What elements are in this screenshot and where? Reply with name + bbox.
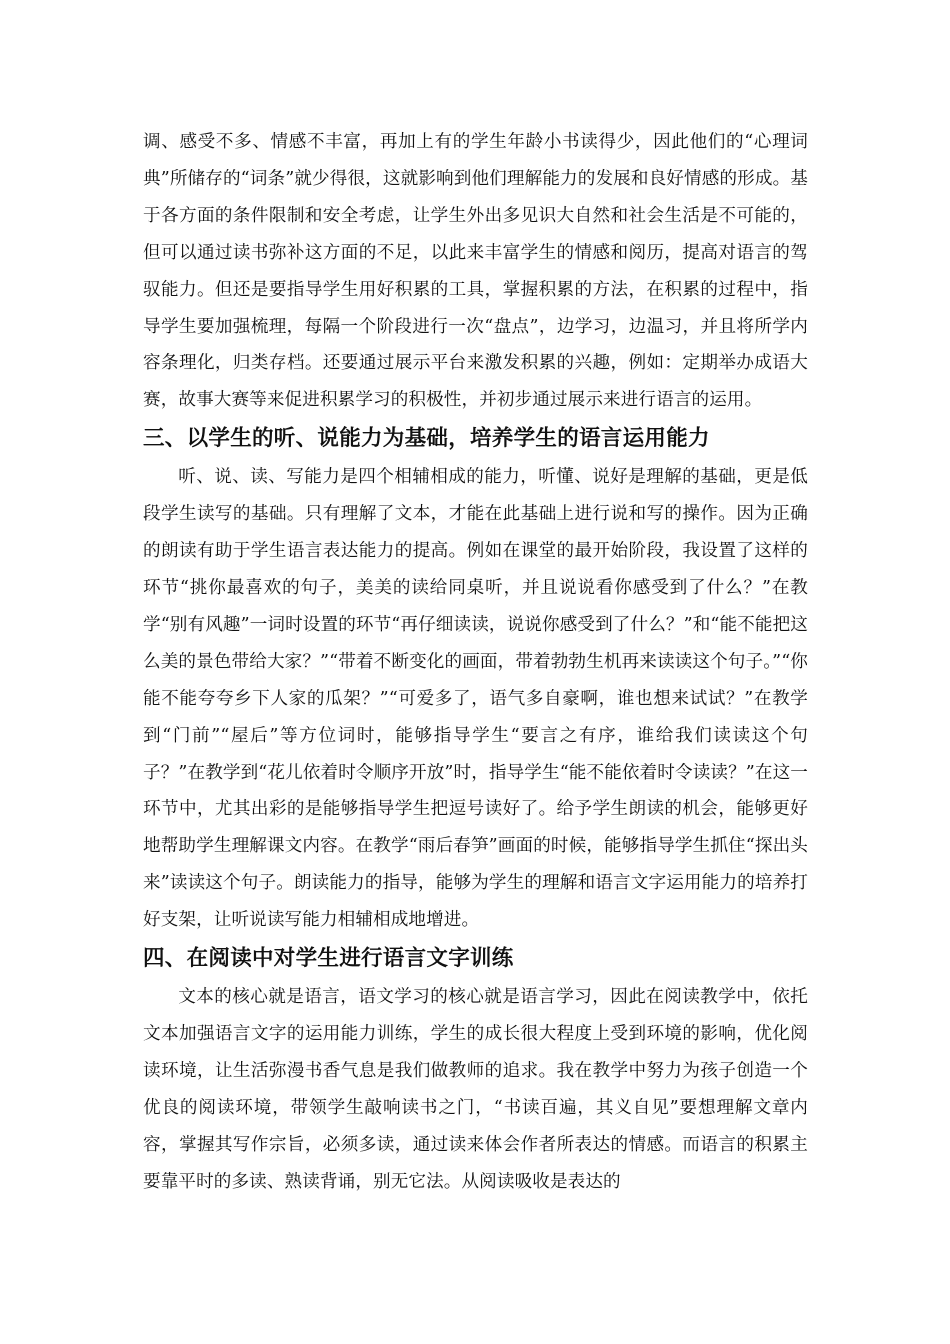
section-heading-3: 三、以学生的听、说能力为基础，培养学生的语言运用能力	[143, 426, 710, 452]
document-page	[143, 124, 808, 1200]
body-paragraph-3: 文本的核心就是语言，语文学习的核心就是语言学习，因此在阅读教学中，依托文本加强语言文字的运用能力训练，学生的成长很大程度上受到环境的影响，优化阅读环境，让生活弥漫书香气息是我们做教师的追求。我在教学中努力为孩子创造一个优良的阅读环境，带领学生敲响读书之门，“书读百遍，其义自见”要想理解文章内容，掌握其写作宗旨，必须多读，通过读来体会作者所表达的情感。而语言的积累主要靠平时的多读、熟读背诵，别无它法。从阅读吸收是表达的	[143, 987, 808, 1192]
section-heading-4: 四、在阅读中对学生进行语言文字训练	[143, 946, 514, 972]
body-paragraph-2: 听、说、读、写能力是四个相辅相成的能力，听懂、说好是理解的基础，更是低段学生读写的基础。只有理解了文本，才能在此基础上进行说和写的操作。因为正确的朗读有助于学生语言表达能力的提高。例如在课堂的最开始阶段，我设置了这样的环节“挑你最喜欢的句子，美美的读给同桌听，并且说说看你感受到了什么？”在教学“别有风趣”一词时设置的环节“再仔细读读，说说你感受到了什么？”和“能不能把这么美的景色带给大家？”“带着不断变化的画面，带着勃勃生机再来读读这个句子。”“你能不能夸夸乡下人家的瓜架？”“可爱多了，语气多自豪啊，谁也想来试试？”在教学到“门前”“屋后”等方位词时，能够指导学生“要言之有序，谁给我们读读这个句子？”在教学到“花儿依着时令顺序开放”时，指导学生“能不能依着时令读读？”在这一环节中，尤其出彩的是能够指导学生把逗号读好了。给予学生朗读的机会，能够更好地帮助学生理解课文内容。在教学“雨后春笋”画面的时候，能够指导学生抓住“探出头来”读读这个句子。朗读能力的指导，能够为学生的理解和语言文字运用能力的培养打好支架，让听说读写能力相辅相成地增进。	[143, 467, 808, 931]
body-paragraph-1: 调、感受不多、情感不丰富，再加上有的学生年龄小书读得少，因此他们的“心理词典”所储存的“词条”就少得很，这就影响到他们理解能力的发展和良好情感的形成。基于各方面的条件限制和安全考虑，让学生外出多见识大自然和社会生活是不可能的，但可以通过读书弥补这方面的不足，以此来丰富学生的情感和阅历，提高对语言的驾驭能力。但还是要指导学生用好积累的工具，掌握积累的方法，在积累的过程中，指导学生要加强梳理，每隔一个阶段进行一次“盘点”，边学习，边温习，并且将所学内容条理化，归类存档。还要通过展示平台来激发积累的兴趣，例如：定期举办成语大赛，故事大赛等来促进积累学习的积极性，并初步通过展示来进行语言的运用。	[143, 132, 808, 411]
